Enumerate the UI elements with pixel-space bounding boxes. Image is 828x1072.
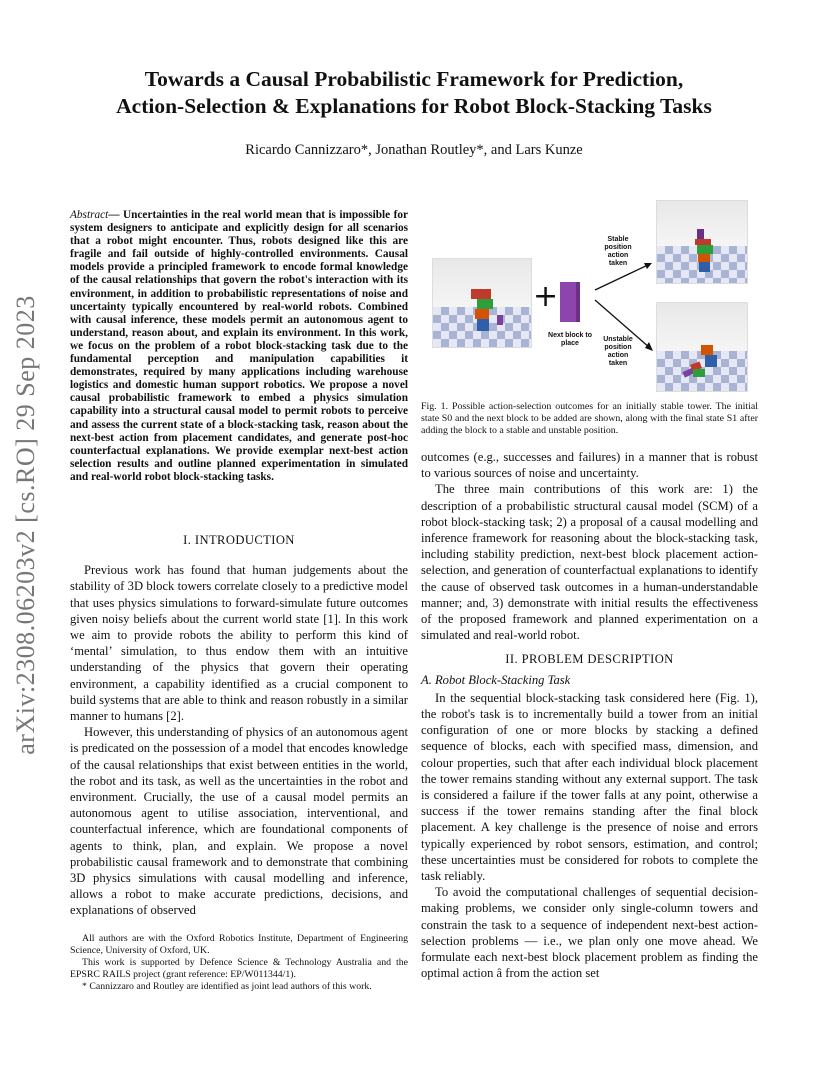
paragraph-task-description: In the sequential block-stacking task considered here (Fig. 1), the robot's task is to incrementally build a tower from an initial configuration of one or more blocks by stacking a defined sequence of blocks, each with specified mass, dimension, and colour properties, such that after each individual block placement the tower remains standing without any external support. The task is considered a failure if the tower falls at any point, otherwise a success if the tower remains standing after the final block placement. A key challenge is the presence of noise and errors typically experienced by robot sensors, estimation, and control; these uncertainties must be considered for robots to complete the task reliably. bbox=[421, 690, 758, 884]
figure-caption: Fig. 1. Possible action-selection outcomes for an initially stable tower. The initial state S0 and the next block to be added are shown, along with the final state S1 after adding the block to a stable and unstable position. bbox=[421, 401, 758, 436]
stable-outcome-image bbox=[656, 200, 748, 284]
next-block bbox=[560, 282, 580, 322]
title-line-1: Towards a Causal Probabilistic Framework for Prediction, bbox=[144, 67, 684, 91]
intro-paragraph-2: However, this understanding of physics of an autonomous agent is predicated on the possession of a model that encodes knowledge of the causal relationships that exist between entities in the world, the robot and its task, as well as the uncertainties in the robot and environment. Crucially, the use of a causal model permits an autonomous agent to utilise association, interventional, and counterfactual inference, which are foundational components of agents to think, plan, and explain. We propose a novel probabilistic causal framework and to demonstrate that combining 3D physics simulations with causal modelling and inference, allows a robot to make accurate predictions, decisions, and explanations of observed bbox=[70, 725, 408, 918]
paragraph-continuation: outcomes (e.g., successes and failures) in a manner that is robust to various sources of noise and uncertainty. bbox=[421, 450, 758, 481]
author-list: Ricardo Cannizzaro*, Jonathan Routley*, and Lars Kunze bbox=[245, 142, 583, 158]
section-introduction bbox=[70, 532, 408, 919]
plus-symbol: + bbox=[533, 279, 559, 314]
section-heading-problem: II. PROBLEM DESCRIPTION bbox=[505, 652, 674, 667]
paragraph-contributions: The three main contributions of this work are: 1) the description of a probabilistic structural causal model (SCM) of a robot block-stacking task; 2) a proposal of a causal modelling and inference framework for reasoning about the block-stacking task, including stability prediction, next-best block placement action-selection, and generation of counterfactual explanations to identify the cause of observed task outcomes in a human-understandable manner; and, 3) demonstrate with initial results the effectiveness of the proposed framework and planned experimentation on a simulated and real-world robot. bbox=[421, 482, 758, 643]
title-line-2: Action-Selection & Explanations for Robot Block-Stacking Tasks bbox=[116, 94, 712, 118]
footnote-affiliation: All authors are with the Oxford Robotics Institute, Department of Engineering Science, University of Oxford, UK. bbox=[70, 933, 408, 956]
label-stable: Stable position action taken bbox=[604, 236, 632, 267]
footnotes bbox=[70, 933, 408, 993]
label-next-block: Next block to place bbox=[548, 332, 592, 347]
initial-state-image bbox=[432, 258, 532, 348]
footnote-funding: This work is supported by Defence Science & Technology Australia and the EPSRC RAILS project (grant reference: EP/W011344/1). bbox=[70, 957, 408, 980]
paper-title bbox=[60, 66, 768, 120]
abstract-label: Abstract bbox=[70, 209, 109, 221]
subsection-heading-a: A. Robot Block-Stacking Task bbox=[421, 672, 571, 687]
figure-1 bbox=[430, 198, 748, 394]
section-heading-introduction: I. INTRODUCTION bbox=[183, 533, 295, 547]
label-unstable: Unstable position action taken bbox=[603, 336, 633, 367]
unstable-outcome-image bbox=[656, 302, 748, 392]
footnote-joint-lead: * Cannizzaro and Routley are identified as joint lead authors of this work. bbox=[82, 981, 372, 992]
intro-paragraph-1: Previous work has found that human judgements about the stability of 3D block towers correlate closely to a predictive model that uses physics simulations to forward-simulate future outcomes given noisy beliefs about the current world state [1]. In this work we aim to provide robots the ability to perform this kind of ‘mental’ simulation, to thus endow them with an intuitive understanding of the physics that govern their operating environment, a capability identified as a crucial component to build systems that are able to think and reason robustly in a similar manner to humans [2]. bbox=[70, 563, 408, 724]
paragraph-next-best-action: To avoid the computational challenges of sequential decision-making problems, we consider only single-column towers and constrain the task to a sequence of independent next-best action-selection problems — i.e., we plan only one move ahead. We formulate each next-best block placement problem as finding the optimal action â from the action set bbox=[421, 885, 758, 981]
arxiv-stamp bbox=[6, 290, 46, 760]
abstract-text: — Uncertainties in the real world mean that is impossible for system designers to anticipate and explicitly design for all scenarios that a robot might encounter. Thus, robots designed like this are fragile and fail outside of highly-controlled environments. Causal models provide a principled framework to encode formal knowledge of the causal relationships that govern the robot's interaction with its environment, in addition to probabilistic representations of noise and uncertainty typically encountered by real-world robots. Combined with causal inference, these models permit an autonomous agent to understand, reason about, and explain its environment. In this work, we focus on the problem of a robot block-stacking task due to the fundamental perception and manipulation capabilities it demonstrates, required by many applications including warehouse logistics and domestic human support robotics. We propose a novel causal probabilistic framework to embed a physics simulation capability into a structural causal model to permit robots to perceive and assess the current state of a block-stacking task, reason about the next-best action from placement candidates, and generate post-hoc counterfactual explanations. We provide exemplar next-best action selection results and outline planned experimentation in simulated and real-world robot block-stacking tasks. bbox=[70, 209, 408, 483]
right-column-text bbox=[421, 449, 758, 982]
arxiv-stamp-text: arXiv:2308.06203v2 [cs.RO] 29 Sep 2023 bbox=[11, 295, 40, 755]
abstract bbox=[70, 209, 408, 484]
